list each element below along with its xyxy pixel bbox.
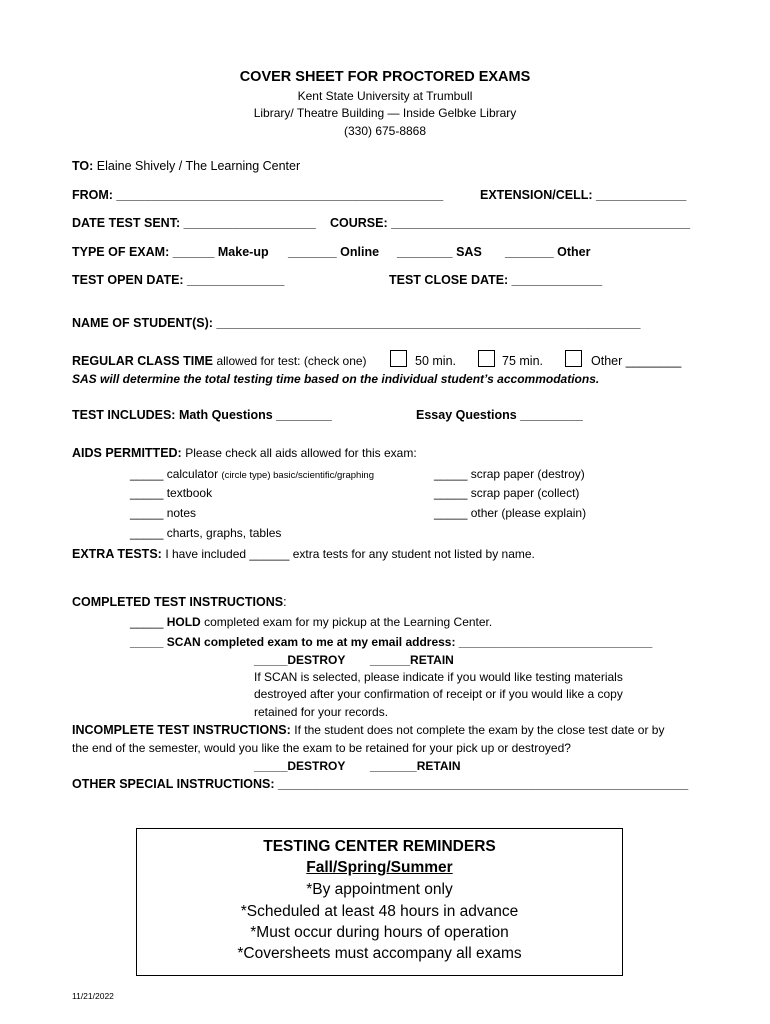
- org-name: Kent State University at Trumbull: [297, 89, 473, 103]
- checkbox-50-min[interactable]: [390, 350, 407, 367]
- footer-date: 11/21/2022: [72, 991, 114, 1001]
- student-names-field[interactable]: NAME OF STUDENT(S): _____________________________________________________________: [72, 316, 641, 330]
- reminder-line-2: *Scheduled at least 48 hours in advance: [240, 903, 519, 920]
- completed-destroy-option[interactable]: _____DESTROY: [254, 653, 346, 667]
- sas-note: SAS will determine the total testing time based on the individual student’s accommodations.: [72, 372, 600, 386]
- reminders-season: Fall/Spring/Summer: [306, 859, 453, 876]
- checkbox-other[interactable]: [565, 350, 582, 367]
- completed-colon: :: [283, 595, 287, 609]
- aid-other[interactable]: _____ other (please explain): [434, 506, 587, 520]
- hold-blank: _____: [130, 615, 164, 629]
- aids-label: AIDS PERMITTED:: [72, 446, 182, 460]
- aid-scrap-collect[interactable]: _____ scrap paper (collect): [434, 486, 580, 500]
- aid-calculator-label: _____ calculator: [130, 467, 219, 481]
- from-field[interactable]: FROM: _______________________________________________: [72, 188, 444, 202]
- option-75-min-label: 75 min.: [502, 354, 543, 368]
- aid-charts[interactable]: _____ charts, graphs, tables: [130, 526, 282, 540]
- aid-textbook[interactable]: _____ textbook: [130, 486, 213, 500]
- class-time-hint: allowed for test: (check one): [216, 354, 367, 368]
- checkbox-75-min[interactable]: [478, 350, 495, 367]
- reminders-title: TESTING CENTER REMINDERS: [263, 838, 496, 855]
- class-time-line: [72, 354, 367, 369]
- aids-heading: [72, 446, 417, 461]
- test-close-date-field[interactable]: TEST CLOSE DATE: _____________: [389, 273, 603, 287]
- incomplete-destroy-option[interactable]: _____DESTROY: [254, 759, 346, 773]
- aids-hint: Please check all aids allowed for this exam:: [185, 446, 417, 460]
- scan-note-line-2: destroyed after your confirmation of receipt or if you would like a copy: [254, 687, 623, 701]
- to-value: Elaine Shively / The Learning Center: [96, 159, 301, 173]
- page-title: COVER SHEET FOR PROCTORED EXAMS: [239, 69, 531, 85]
- incomplete-text-1: If the student does not complete the exam by the close test date or by: [294, 723, 665, 737]
- incomplete-retain-option[interactable]: _______RETAIN: [370, 759, 461, 773]
- math-questions-field[interactable]: TEST INCLUDES: Math Questions ________: [72, 408, 332, 422]
- building-name: Library/ Theatre Building — Inside Gelbke Library: [253, 106, 517, 120]
- exam-type-sas[interactable]: ________ SAS: [397, 245, 482, 259]
- extra-tests-line[interactable]: [72, 547, 535, 562]
- completed-label: COMPLETED TEST INSTRUCTIONS: [72, 595, 284, 609]
- course-field[interactable]: COURSE: ___________________________________________: [330, 216, 691, 230]
- extra-tests-text: I have included ______ extra tests for any student not listed by name.: [165, 547, 535, 561]
- test-open-date-field[interactable]: TEST OPEN DATE: ______________: [72, 273, 285, 287]
- other-special-instructions-field[interactable]: OTHER SPECIAL INSTRUCTIONS: ___________________________________________________________: [72, 777, 689, 791]
- class-time-label: REGULAR CLASS TIME: [72, 354, 213, 368]
- completed-hold-option[interactable]: [130, 615, 492, 630]
- aid-calculator[interactable]: [130, 467, 374, 483]
- completed-heading: [72, 595, 287, 610]
- exam-type-other[interactable]: _______ Other: [505, 245, 591, 259]
- aid-calculator-note: (circle type) basic/scientific/graphing: [221, 470, 374, 481]
- aid-notes[interactable]: _____ notes: [130, 506, 197, 520]
- to-line: [72, 159, 300, 174]
- aid-scrap-destroy[interactable]: _____ scrap paper (destroy): [434, 467, 585, 481]
- scan-note-line-3: retained for your records.: [254, 705, 389, 719]
- reminder-line-4: *Coversheets must accompany all exams: [237, 945, 522, 962]
- extra-tests-label: EXTRA TESTS:: [72, 547, 162, 561]
- essay-questions-field[interactable]: Essay Questions _________: [416, 408, 583, 422]
- phone-number: (330) 675-8868: [343, 124, 427, 138]
- incomplete-label: INCOMPLETE TEST INSTRUCTIONS:: [72, 723, 291, 737]
- reminder-line-3: *Must occur during hours of operation: [250, 924, 509, 941]
- extension-field[interactable]: EXTENSION/CELL: _____________: [480, 188, 687, 202]
- exam-type-makeup[interactable]: TYPE OF EXAM: ______ Make-up: [72, 245, 269, 259]
- to-label: TO:: [72, 159, 94, 173]
- date-sent-field[interactable]: DATE TEST SENT: ___________________: [72, 216, 316, 230]
- option-50-min-label: 50 min.: [415, 354, 456, 368]
- hold-label: HOLD: [166, 615, 201, 629]
- reminder-line-1: *By appointment only: [306, 881, 453, 898]
- hold-text: completed exam for my pickup at the Learning Center.: [204, 615, 493, 629]
- completed-retain-option[interactable]: ______RETAIN: [370, 653, 454, 667]
- incomplete-line-1: [72, 723, 664, 738]
- exam-type-online[interactable]: _______ Online: [288, 245, 380, 259]
- option-other-label: Other ________: [591, 354, 682, 368]
- scan-note-line-1: If SCAN is selected, please indicate if you would like testing materials: [254, 670, 623, 684]
- incomplete-text-2: the end of the semester, would you like the exam to be retained for your pick up or destroyed?: [72, 741, 571, 755]
- completed-scan-option[interactable]: _____ SCAN completed exam to me at my email address: _____________________________: [130, 635, 653, 649]
